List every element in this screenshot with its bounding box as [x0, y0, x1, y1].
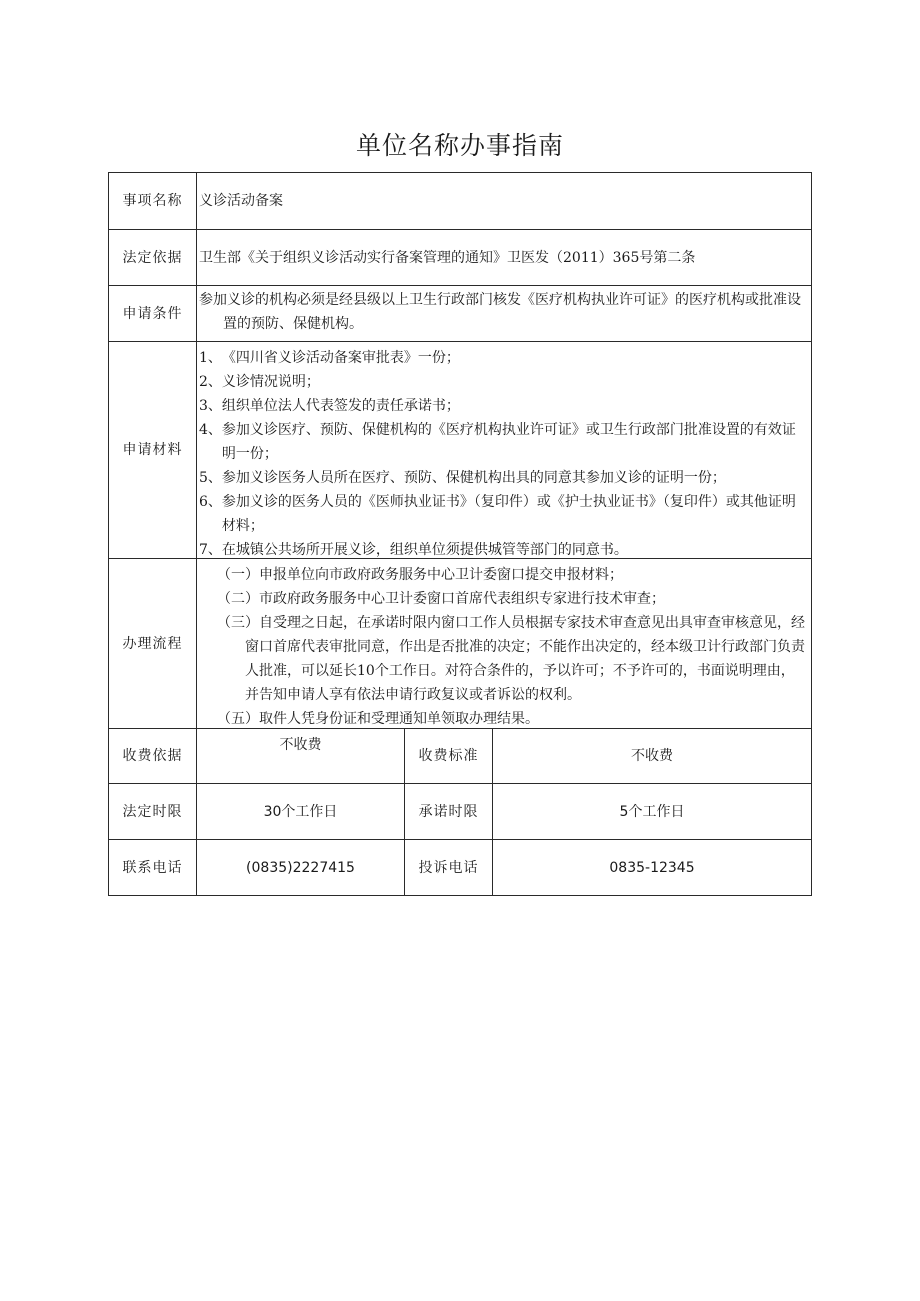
contact-phone-label: 联系电话 — [122, 859, 183, 876]
table-border-right — [811, 172, 812, 896]
list-item-number: 1、 — [199, 350, 222, 366]
promised-time-limit-value: 5个工作日 — [619, 803, 685, 820]
fee-standard-value: 不收费 — [631, 748, 673, 764]
legal-time-limit-value: 30个工作日 — [263, 803, 338, 820]
conditions-text: 参加义诊的机构必须是经县级以上卫生行政部门核发《医疗机构执业许可证》的医疗机构或批准设置的预防、保健机构。 — [199, 292, 801, 332]
guide-table — [108, 172, 812, 896]
promised-time-limit-label: 承诺时限 — [418, 803, 479, 820]
list-item — [199, 418, 807, 466]
list-item-number: 4、 — [199, 422, 222, 438]
complaint-phone-value: 0835-12345 — [609, 859, 695, 876]
list-item-text: 参加义诊医务人员所在医疗、预防、保健机构出具的同意其参加义诊的证明一份； — [221, 470, 726, 486]
materials-list — [197, 342, 811, 558]
complaint-phone-label: 投诉电话 — [418, 859, 479, 876]
list-item-number: 2、 — [199, 374, 222, 390]
legal-basis-label: 法定依据 — [122, 249, 183, 266]
list-item — [199, 538, 807, 558]
conditions-label: 申请条件 — [122, 305, 183, 322]
fee-basis-label: 收费依据 — [122, 748, 183, 764]
list-item-text: 义诊情况说明； — [221, 374, 320, 390]
list-item-text: 在城镇公共场所开展义诊，组织单位须提供城管等部门的同意书。 — [221, 542, 628, 558]
list-item-text: 参加义诊的医务人员的《医师执业证书》（复印件）或《护士执业证书》（复印件）或其他证明材料； — [221, 494, 796, 534]
process-steps — [197, 559, 811, 728]
list-item — [199, 490, 807, 538]
contact-phone-value: (0835)2227415 — [246, 859, 355, 876]
legal-basis-value: 卫生部《关于组织义诊活动实行备案管理的通知》卫医发（2011）365号第二条 — [199, 249, 696, 266]
list-item-text: 参加义诊医疗、预防、保健机构的《医疗机构执业许可证》或卫生行政部门批准设置的有效证明一份； — [221, 422, 796, 462]
process-step: （一）申报单位向市政府政务服务中心卫计委窗口提交申报材料； — [217, 567, 623, 583]
process-step: （五）取件人凭身份证和受理通知单领取办理结果。 — [217, 711, 539, 727]
table-border-bottom — [108, 895, 812, 896]
materials-label: 申请材料 — [122, 442, 183, 458]
item-name-value: 义诊活动备案 — [199, 193, 283, 209]
list-item-text: 组织单位法人代表签发的责任承诺书； — [221, 398, 460, 414]
list-item — [199, 346, 807, 370]
list-item — [199, 394, 807, 418]
list-item-number: 3、 — [199, 398, 222, 414]
list-item — [199, 466, 807, 490]
list-item — [199, 370, 807, 394]
process-label: 办理流程 — [122, 635, 183, 652]
list-item-text: 《四川省义诊活动备案审批表》一份； — [221, 350, 460, 366]
list-item-number: 5、 — [199, 470, 222, 486]
conditions-value — [197, 286, 811, 341]
process-step: （二）市政府政务服务中心卫计委窗口首席代表组织专家进行技术审查； — [217, 591, 665, 607]
list-item-number: 7、 — [199, 542, 222, 558]
process-step: （三）自受理之日起，在承诺时限内窗口工作人员根据专家技术审查意见出具审查审核意见，经窗口首席代表审批同意，作出是否批准的决定；不能作出决定的，经本级卫计行政部门负责人批准，可以延长10个工作日。对符合条件的，予以许可；不予许可的，书面说明理由，并告知申请人享有依法申请行政复议或者诉讼的权利。 — [217, 615, 805, 703]
fee-standard-label: 收费标准 — [418, 748, 479, 764]
fee-basis-value: 不收费 — [279, 737, 322, 753]
list-item-number: 6、 — [199, 494, 222, 510]
legal-time-limit-label: 法定时限 — [122, 803, 183, 820]
page-title: 单位名称办事指南 — [355, 131, 564, 160]
item-name-label: 事项名称 — [122, 193, 183, 209]
